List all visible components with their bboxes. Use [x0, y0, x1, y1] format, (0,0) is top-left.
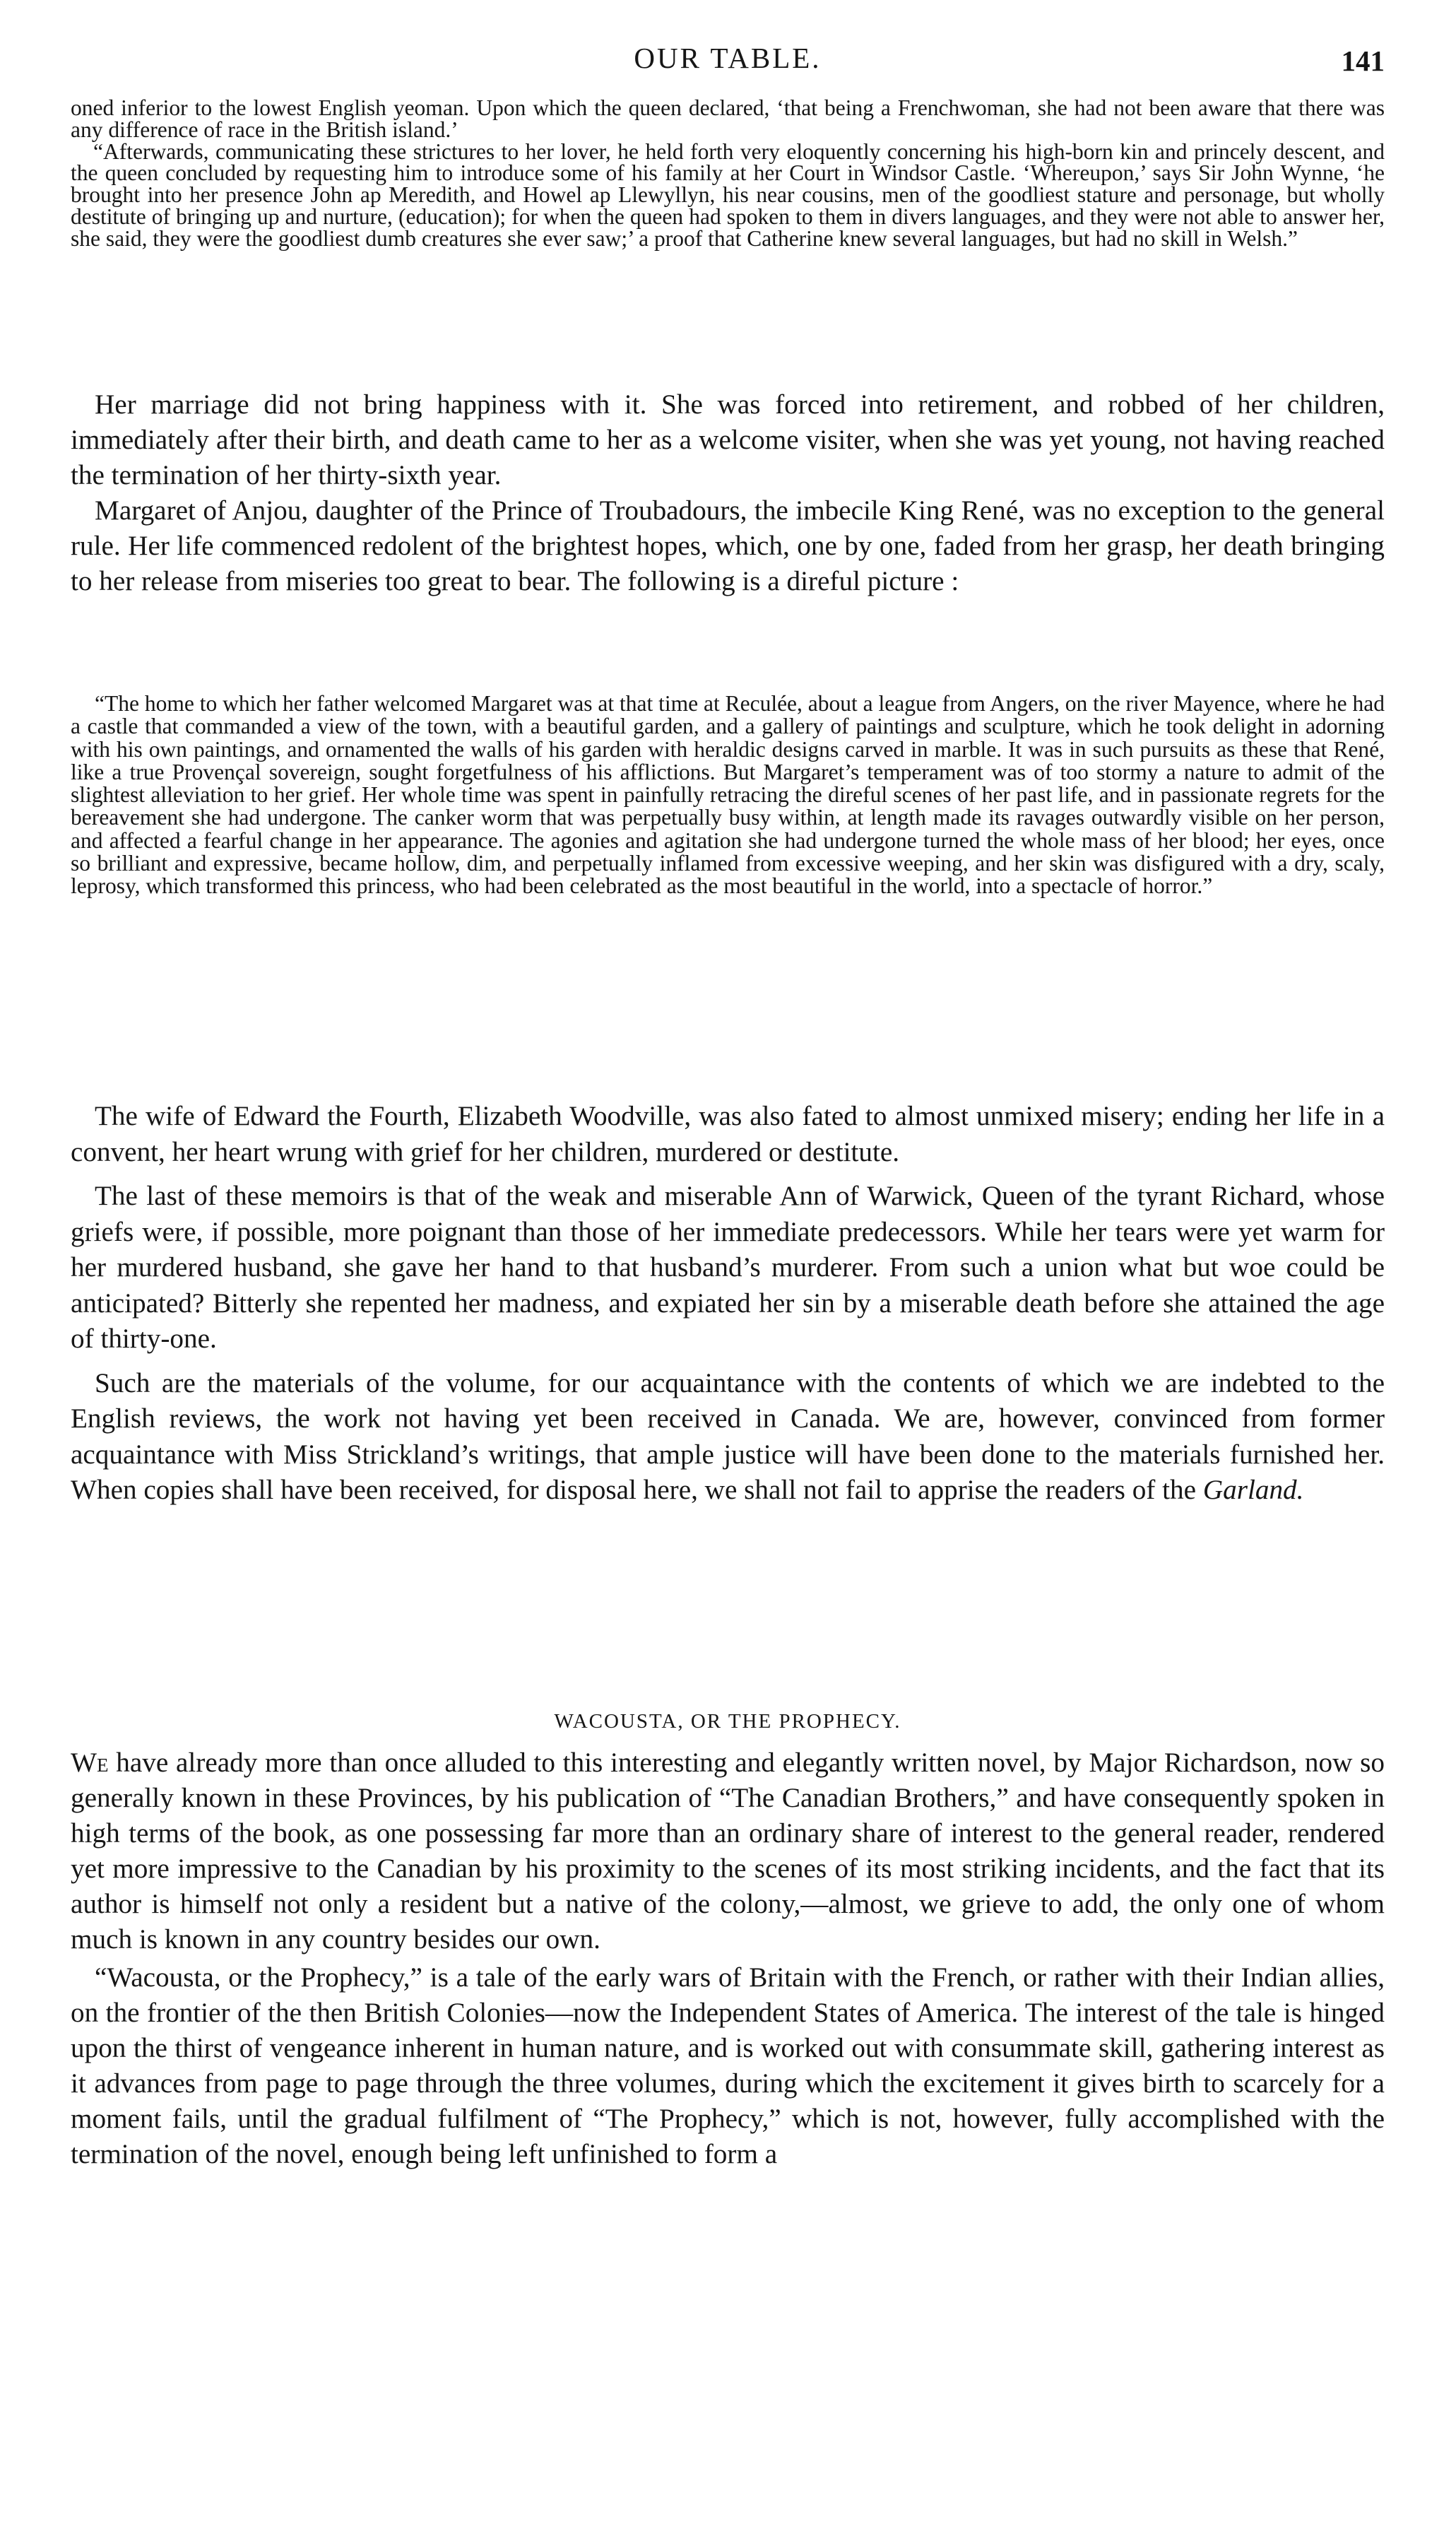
body-text [71, 387, 1385, 599]
body-paragraph [71, 1745, 1385, 1957]
body-text [71, 1099, 1385, 1517]
continued-quotation [71, 95, 1385, 251]
quote-paragraph: oned inferior to the lowest English yeoman. Upon which the queen declared, ‘that being a Frenchwoman, she had not been aware that there was any difference of race in the British island.’ [71, 95, 1385, 142]
review-text [71, 1745, 1385, 2175]
quote-paragraph: “The home to which her father welcomed Margaret was at that time at Reculée, about a league from Angers, on the river Mayence, where he had a castle that commanded a view of the town, with a beautiful garden, and a gallery of paintings and sculpture, which he took delight in adorning with his own paintings, and ornamented the walls of his garden with heraldic designs carved in marble. It was in such pursuits as these that René, like a true Provençal sovereign, sought forgetfulness of his afflictions. But Margaret’s temperament was of too stormy a nature to admit of the slightest alleviation to her grief. Her whole time was spent in painfully retracing the direful scenes of her past life, and in passionate regrets for the bereavement she had undergone. The canker worm that was perpetually busy within, at length made its ravages outwardly visible on her person, and affected a fearful change in her appearance. The agonies and agitation she had undergone turned the whole mass of her blood; her eyes, once so brilliant and expressive, became hollow, dim, and perpetually inflamed from excessive weeping, and her skin was disfigured with a dry, scaly, leprosy, which transformed this princess, who had been celebrated as the most beautiful in the world, into a spectacle of horror.” [71, 691, 1385, 899]
block-quotation [71, 692, 1385, 898]
body-paragraph [71, 1366, 1385, 1509]
page-number: 141 [1341, 45, 1385, 77]
body-paragraph: The wife of Edward the Fourth, Elizabeth Woodville, was also fated to almost unmixed misery; ending her life in a convent, her heart wrung with grief for her children, murdered or destitute. [71, 1101, 1385, 1167]
body-paragraph: “Wacousta, or the Prophecy,” is a tale of the early wars of Britain with the French, or rather with their Indian allies, on the frontier of the then British Colonies—now the Independent States of America. The interest of the tale is hinged upon the thirst of vengeance inherent in human nature, and is worked out with consummate skill, gathering interest as it advances from page to page through the three volumes, during which the excitement it gives birth to scarcely for a moment fails, until the gradual fulfilment of “The Prophecy,” which is not, however, fully accomplished with the termination of the novel, enough being left unfinished to form a [71, 1962, 1385, 2169]
publication-name: Garland. [1202, 1475, 1304, 1505]
dropcap: We [71, 1747, 109, 1778]
quote-paragraph: “Afterwards, communicating these strictures to her lover, he held forth very eloquently concerning his high-born kin and princely descent, and the queen concluded by requesting him to introduce some of his family at her Court in Windsor Castle. ‘Whereupon,’ says Sir John Wynne, ‘he brought into her presence John ap Meredith, and Howel ap Llewyllyn, his near cousins, men of the goodliest stature and personage, but wholly destitute of bringing up and nurture, (education); for when the queen had spoken to them in divers languages, and they were not able to answer her, she said, they were the goodliest dumb creatures she ever saw;’ a proof that Catherine knew several languages, but had no skill in Welsh.” [71, 138, 1385, 251]
body-text-run: have already more than once alluded to this interesting and elegantly written novel, by Major Richardson, now so generally known in these Provinces, by his publication of “The Canadian Brothers,” and have consequently spoken in high terms of the book, as one possessing far more than an ordinary share of interest to the general reader, rendered yet more impressive to the Canadian by his proximity to the scenes of its most striking incidents, and the fact that its author is himself not only a resident but a native of the colony,—almost, we grieve to add, the only one of whom much is known in any country besides our own. [71, 1747, 1385, 1955]
body-paragraph: The last of these memoirs is that of the weak and miserable Ann of Warwick, Queen of the tyrant Richard, whose griefs were, if possible, more poignant than those of her immediate predecessors. While her tears were yet warm for her murdered husband, she gave her hand to that husband’s murderer. From such a union what but woe could be anticipated? Bitterly she repented her madness, and expiated her sin by a miserable death before she attained the age of thirty-one. [71, 1181, 1385, 1354]
body-text-run: Such are the materials of the volume, for our acquaintance with the contents of which we are indebted to the English reviews, the work not having yet been received in Canada. We are, however, convinced from former acquaintance with Miss Strickland’s writings, that ample justice will have been done to the materials furnished her. When copies shall have been received, for disposal here, we shall not fail to apprise the readers of the [71, 1367, 1385, 1505]
section-title: WACOUSTA, OR THE PROPHECY. [554, 1710, 901, 1733]
body-paragraph: Her marriage did not bring happiness with it. She was forced into retirement, and robbed of her children, immediately after their birth, and death came to her as a welcome visiter, when she was yet young, not having reached the termination of her thirty-sixth year. [71, 389, 1385, 490]
running-title: OUR TABLE. [634, 42, 822, 74]
body-paragraph: Margaret of Anjou, daughter of the Prince of Troubadours, the imbecile King René, was no exception to the general rule. Her life commenced redolent of the brightest hopes, which, one by one, faded from her grasp, her death bringing to her release from miseries too great to bear. The following is a direful picture : [71, 495, 1385, 596]
running-head [71, 41, 1385, 83]
